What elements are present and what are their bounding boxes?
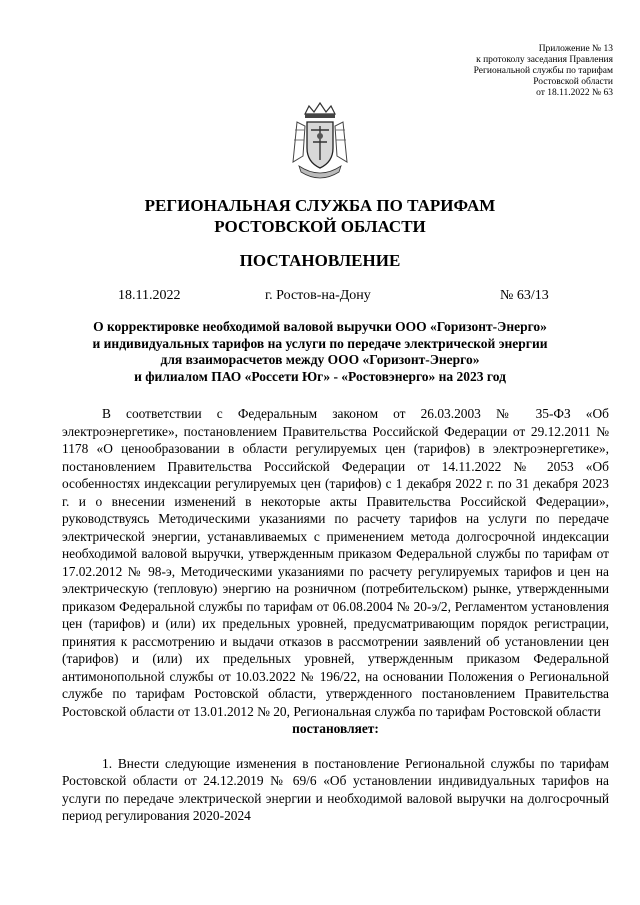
subject-line: и филиалом ПАО «Россети Юг» - «Ростовэнерго» на 2023 год [134, 368, 506, 384]
subject-line: О корректировке необходимой валовой выручки ООО «Горизонт-Энерго» [93, 319, 547, 334]
document-city: г. Ростов-на-Дону [265, 288, 371, 303]
appendix-line: к протоколу заседания Правления [476, 55, 613, 65]
document-number: № 63/13 [500, 288, 549, 303]
appendix-line: Региональной службы по тарифам [473, 66, 613, 76]
preamble-paragraph: В соответствии с Федеральным законом от 26.03.2003 № 35-ФЗ «Об электроэнергетике», постановлением Правительства Российской Федерации от 29.12.2011 № 1178 «О ценообразовании в области регулируемых цен (тарифов) в электроэнергетике», постановлением Правительства Российской Федерации от 14.11.2022 № 2053 «Об особенностях индексации регулируемых цен (тарифов) с 1 декабря 2022 г. по 31 декабря 2023 г. и о внесении изменений в некоторые акты Правительства Российской Федерации», руководствуясь Методическими указаниями по расчету тарифов на услуги по передаче электрической энергии, устанавливаемых с применением метода долгосрочной индексации необходимой валовой выручки, утвержденным приказом Федеральной службы по тарифам от 17.02.2012 № 98-э, Методическими указаниями по расчету регулируемых тарифов и цен на электрическую (тепловую) энергию на розничном (потребительском) рынке, утвержденными приказом Федеральной службы по тарифам от 06.08.2004 № 20-э/2, Регламентом установления цен (тарифов) и (или) их предельных уровней, предусматривающим порядок регистрации, принятия к рассмотрению и выдачи отказов в рассмотрении заявлений об установлении цен (тарифов) и (или) их предельных уровней, утвержденным приказом Федеральной антимонопольной службы от 10.03.2022 № 196/22, на основании Положения о Региональной службе по тарифам Ростовской области, утвержденного постановлением Правительства Ростовской области от 13.01.2012 № 20, Региональная служба по тарифам Ростовской области [62, 406, 609, 719]
document-date: 18.11.2022 [118, 288, 181, 303]
appendix-line: Приложение № 13 [538, 44, 613, 54]
org-line: РЕГИОНАЛЬНАЯ СЛУЖБА ПО ТАРИФАМ [144, 196, 496, 215]
appendix-note [474, 44, 613, 99]
decree-word: постановляет: [292, 721, 379, 736]
coat-of-arms-icon [291, 100, 349, 180]
document-body [62, 405, 609, 825]
appendix-line: Ростовской области [533, 77, 613, 87]
appendix-line: от 18.11.2022 № 63 [536, 88, 613, 98]
org-line: РОСТОВСКОЙ ОБЛАСТИ [214, 217, 426, 236]
point-1-paragraph: 1. Внести следующие изменения в постановление Региональной службы по тарифам Ростовской области от 24.12.2019 № 69/6 «Об установлении индивидуальных тарифов на услуги по передаче электрической энергии и необходимой валовой выручки на долгосрочный период регулирования 2020-2024 [62, 755, 609, 823]
organization-name [0, 195, 640, 237]
subject-line: для взаиморасчетов между ООО «Горизонт-Энерго» [160, 352, 480, 367]
document-type: ПОСТАНОВЛЕНИЕ [239, 251, 401, 270]
document-subject [0, 319, 640, 385]
subject-line: и индивидуальных тарифов на услуги по передаче электрической энергии [92, 335, 548, 351]
